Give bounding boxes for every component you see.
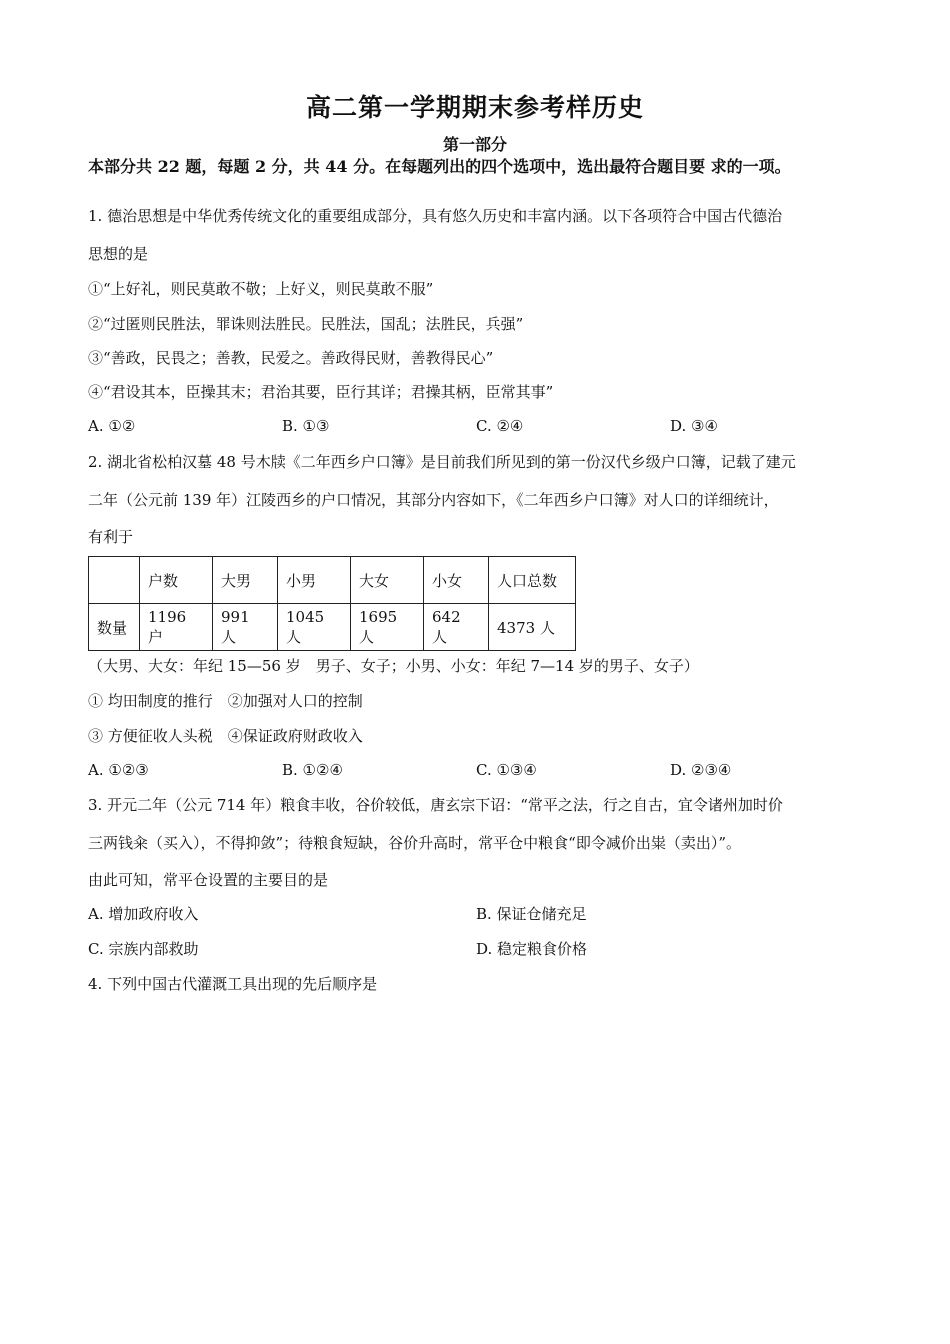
- q2-option-c[interactable]: C. ①③④: [476, 761, 537, 779]
- q2-stem-line2: 二年（公元前 139 年）江陵西乡的户口情况，其部分内容如下，《二年西乡户口簿》对人口的详细统计，: [88, 491, 779, 509]
- q1-stem-line2: 思想的是: [88, 245, 149, 263]
- q3-stem-line1: 3. 开元二年（公元 714 年）粮食丰收，谷价较低，唐玄宗下诏：“常平之法，行之自古，宜令诸州加时价: [88, 796, 783, 814]
- table-header-cell: 大男: [213, 557, 278, 604]
- q2-stem-line1: 2. 湖北省松柏汉墓 48 号木牍《二年西乡户口簿》是目前我们所见到的第一份汉代乡级户口簿，记载了建元: [88, 453, 796, 471]
- q3-option-d[interactable]: D. 稳定粮食价格: [476, 940, 588, 958]
- q2-items-line2: ③ 方便征收人头税 ④保证政府财政收入: [88, 727, 363, 745]
- q2-option-a[interactable]: A. ①②③: [88, 761, 149, 779]
- page-title: 高二第一学期期末参考样历史: [305, 93, 644, 122]
- table-cell: 1045 人: [278, 604, 351, 651]
- table-cell: 4373 人: [489, 604, 576, 651]
- q1-option-d[interactable]: D. ③④: [670, 417, 718, 435]
- q3-option-a[interactable]: A. 增加政府收入: [88, 905, 199, 923]
- q4-stem-line1: 4. 下列中国古代灌溉工具出现的先后顺序是: [88, 975, 378, 993]
- q3-option-c[interactable]: C. 宗族内部救助: [88, 940, 199, 958]
- table-header-cell: 小男: [278, 557, 351, 604]
- table-header-row: [89, 557, 576, 604]
- table-cell: 数量: [89, 604, 140, 651]
- q2-stem-line3: 有利于: [88, 528, 134, 546]
- table-cell: 1196 户: [140, 604, 213, 651]
- table-cell: 642 人: [424, 604, 489, 651]
- q3-stem-line3: 由此可知，常平仓设置的主要目的是: [88, 871, 329, 889]
- part-title: 第一部分: [442, 135, 507, 154]
- q2-option-d[interactable]: D. ②③④: [670, 761, 732, 779]
- q1-item-2: ②“过匿则民胜法，罪诛则法胜民。民胜法，国乱；法胜民，兵强”: [88, 315, 524, 333]
- q1-item-4: ④“君设其本，臣操其末；君治其要，臣行其详；君操其柄，臣常其事”: [88, 383, 554, 401]
- q1-option-a[interactable]: A. ①②: [88, 417, 136, 435]
- q2-option-b[interactable]: B. ①②④: [282, 761, 343, 779]
- table-cell: 1695 人: [351, 604, 424, 651]
- q1-item-3: ③“善政，民畏之；善教，民爱之。善政得民财，善教得民心”: [88, 349, 494, 367]
- table-row: [89, 604, 576, 651]
- part-instruction: 本部分共 22 题，每题 2 分，共 44 分。在每题列出的四个选项中，选出最符合题目要 求的一项。: [88, 157, 791, 176]
- q3-stem-line2: 三两钱籴（买入），不得抑敛”；待粮食短缺，谷价升高时，常平仓中粮食“即令减价出粜（卖出）”。: [88, 834, 742, 852]
- q1-stem-line1: 1. 德治思想是中华优秀传统文化的重要组成部分，具有悠久历史和丰富内涵。以下各项符合中国古代德治: [88, 207, 783, 225]
- q1-item-1: ①“上好礼，则民莫敢不敬；上好义，则民莫敢不服”: [88, 280, 434, 298]
- table-header-cell: 小女: [424, 557, 489, 604]
- q1-option-c[interactable]: C. ②④: [476, 417, 524, 435]
- table-header-cell: 人口总数: [489, 557, 576, 604]
- table-header-cell: [89, 557, 140, 604]
- q3-option-b[interactable]: B. 保证仓储充足: [476, 905, 587, 923]
- q2-items-line1: ① 均田制度的推行 ②加强对人口的控制: [88, 692, 363, 710]
- table-cell: 991 人: [213, 604, 278, 651]
- q1-option-b[interactable]: B. ①③: [282, 417, 330, 435]
- table-header-cell: 大女: [351, 557, 424, 604]
- table-header-cell: 户数: [140, 557, 213, 604]
- q2-table-note: （大男、大女：年纪 15—56 岁 男子、女子；小男、小女：年纪 7—14 岁的男子、女子）: [88, 657, 699, 675]
- household-register-table: [88, 556, 576, 651]
